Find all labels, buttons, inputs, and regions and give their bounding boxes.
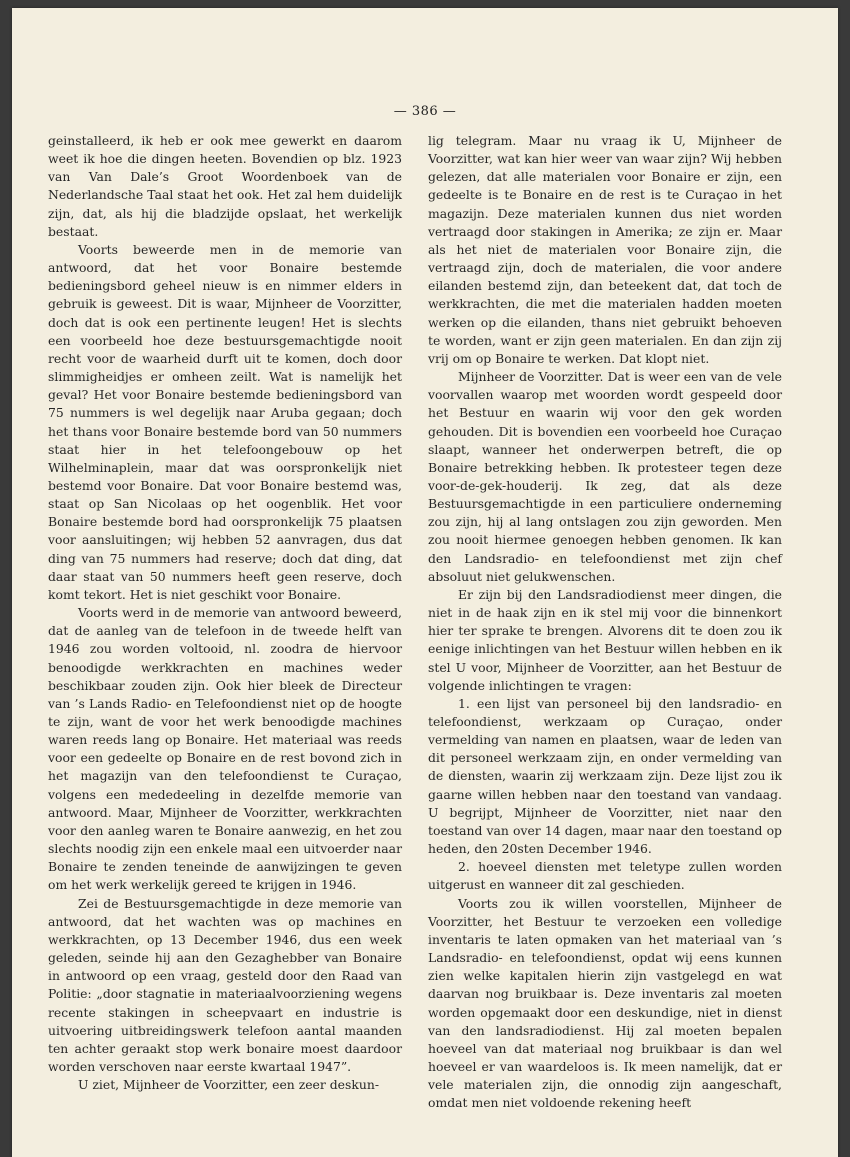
paragraph: U ziet, Mijnheer de Voorzitter, een zeer deskun- [78,1077,380,1093]
paragraph: Voorts werd in de memorie van antwoord beweerd, dat de aanleg van de telefoon in de tweede helft van 1946 zou worden voltooid, nl. zoodra de hiervoor benoodigde werkkrachten en machines weder beschikbaar zouden zijn. Ook hier bleek de Directeur van ’s Lands Radio- en Telefoondienst niet op de hoogte te zijn, want de voor het werk benoodigde machines waren reeds lang op Bonaire. Het materiaal was reeds voor een gedeelte op Bonaire en de rest bovond zich in het magazijn van den telefoondienst te Curaçao, volgens een mededeeling in dezelfde memorie van antwoord. Maar, Mijnheer de Voorzitter, werkkrachten voor den aanleg waren te Bonaire aanwezig, en het zou slechts noodig zijn een enkele maal een uitvoerder naar Bonaire te zenden teneinde de aanwijzingen te geven om het werk werkelijk gereed te krijgen in 1946. [48,605,402,893]
paragraph: Mijnheer de Voorzitter. Dat is weer een van de vele voorvallen waarop met woorden wordt gespeeld door het Bestuur en waarin wij voor den gek worden gehouden. Dit is bovendien een voorbeeld hoe Curaçao slaapt, wanneer het onderwerpen betreft, die op Bonaire betrekking hebben. Ik protesteer tegen deze voor-de-gek-houderij. Ik zeg, dat als deze Bestuursgemachtigde in een particuliere onderneming zou zijn, hij al lang ontslagen zou zijn geworden. Men zou nooit hiermee genoegen hebben genomen. Ik kan den Landsradio- en telefoondienst met zijn chef absoluut niet gelukwenschen. [428,369,782,584]
left-column [48,132,402,1094]
paragraph: Voorts zou ik willen voorstellen, Mijnheer de Voorzitter, het Bestuur te verzoeken een volledige inventaris te laten opmaken van het materiaal van ’s Landsradio- en telefoondienst, opdat wij eens kunnen zien welke kapitalen hierin zijn vastgelegd en wat daarvan nog bruikbaar is. Deze inventaris zal moeten worden opgemaakt door een deskundige, niet in dienst van den landsradiodienst. Hij zal moeten bepalen hoeveel van dat materiaal nog bruikbaar is dan wel hoeveel er van waardeloos is. Ik meen namelijk, dat er vele materialen zijn, die onnodig zijn aangeschaft, omdat men niet voldoende rekening heeft [428,895,782,1111]
paragraph: Zei de Bestuursgemachtigde in deze memorie van antwoord, dat het wachten was op machines en werkkrachten, op 13 December 1946, dus een week geleden, seinde hij aan den Gezaghebber van Bonaire in antwoord op een vraag, gesteld door den Raad van Politie: „door stagnatie in materiaalvoorziening wegens recente stakingen in scheepvaart en industrie is uitvoering uitbreidingswerk telefoon aantal maanden ten achter geraakt stop werk bonaire moest daardoor worden verschoven naar eerste kwartaal 1947”. [48,895,402,1074]
paragraph: Er zijn bij den Landsradiodienst meer dingen, die niet in de haak zijn en ik stel mij voor die binnenkort hier ter sprake te brengen. Alvorens dit te doen zou ik eenige inlichtingen van het Bestuur willen hebben en ik stel U voor, Mijnheer de Voorzitter, aan het Bestuur de volgende inlichtingen te vragen: [428,586,782,693]
document-page [12,8,838,1157]
paragraph: 1. een lijst van personeel bij den landsradio- en telefoondienst, werkzaam op Curaçao, onder vermelding van namen en plaatsen, waar de leden van dit personeel werkzaam zijn, en onder vermelding van de diensten, waarin zij werkzaam zijn. Deze lijst zou ik gaarne willen hebben naar den toestand van vandaag. U begrijpt, Mijnheer de Voorzitter, niet naar den toestand van over 14 dagen, maar naar den toestand op heden, den 20sten December 1946. [428,695,782,857]
paragraph: Voorts beweerde men in de memorie van antwoord, dat het voor Bonaire bestemde bedieningsbord geheel nieuw is en nimmer elders in gebruik is geweest. Dit is waar, Mijnheer de Voorzitter, doch dat is ook een pertinente leugen! Het is slechts een voorbeeld hoe deze bestuursgemachtigde nooit recht voor de waarheid durft uit te komen, doch door slimmigheidjes er omheen zeilt. Wat is namelijk het geval? Het voor Bonaire bestemde bedieningsbord van 75 nummers is wel degelijk naar Aruba gegaan; doch het thans voor Bonaire bestemde bord van 50 nummers staat hier in het telefoongebouw op het Wilhelminaplein, maar dat was oorspronkelijk niet bestemd voor Bonaire. Dat voor Bonaire bestemd was, staat op San Nicolaas op het oogenblik. Het voor Bonaire bestemde bord had oorspronkelijk 75 plaatsen voor aansluitingen; wij hebben 52 aanvragen, dus dat ding van 75 nummers had reserve; doch dat ding, dat daar staat van 50 nummers heeft geen reserve, doch komt tekort. Het is niet geschikt voor Bonaire. [48,241,402,602]
paragraph: 2. hoeveel diensten met teletype zullen worden uitgerust en wanneer dit zal geschieden. [428,859,782,893]
paragraph: geinstalleerd, ik heb er ook mee gewerkt en daarom weet ik hoe die dingen heeten. Bovendien op blz. 1923 van Van Dale’s Groot Woordenboek van de Nederlandsche Taal staat het ook. Het zal hem duidelijk zijn, dat, als hij die bladzijde opslaat, het werkelijk bestaat. [48,133,402,239]
page-number: — 386 — [393,104,457,119]
paragraph: lig telegram. Maar nu vraag ik U, Mijnheer de Voorzitter, wat kan hier weer van waar zijn? Wij hebben gelezen, dat alle materialen voor Bonaire er zijn, een gedeelte is te Bonaire en de rest is te Curaçao in het magazijn. Deze materialen kunnen dus niet worden vertraagd door stakingen in Amerika; ze zijn er. Maar als het niet de materialen voor Bonaire zijn, die vertraagd zijn, doch de materialen, die voor andere eilanden bestemd zijn, dan beteekent dat, dat toch de werkkrachten, die met die materialen hadden moeten werken op die eilanden, thans niet gebruikt behoeven te worden, want er zijn geen materialen. En dan zijn zij vrij om op Bonaire te werken. Dat klopt niet. [428,133,782,366]
right-column [428,132,782,1112]
